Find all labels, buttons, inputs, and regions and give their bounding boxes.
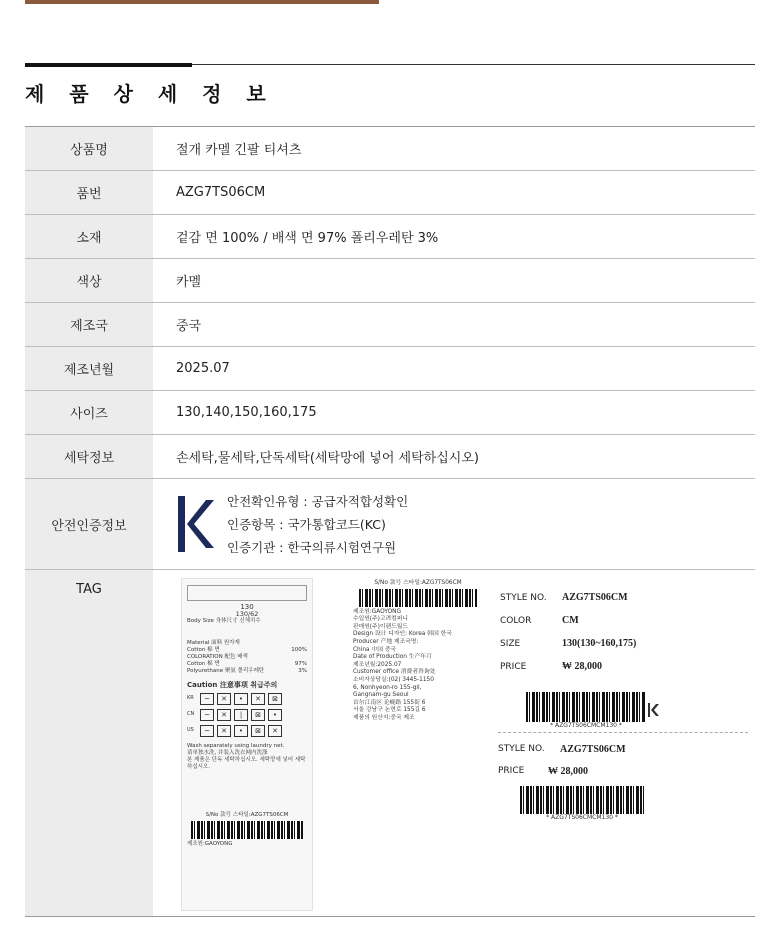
- care-coloration: COLORATION 配色 배색: [187, 654, 248, 661]
- info-barcode: [359, 589, 477, 607]
- info-design: Design 设计 디자인: Korea 韩国 한국: [353, 631, 452, 638]
- row-label: 제조년월: [25, 347, 153, 390]
- care-cotton-2-name: Cotton 棉 면: [187, 661, 220, 668]
- care-spacer: [187, 772, 307, 812]
- care-poly-pct: 3%: [298, 668, 307, 675]
- country-code: KR: [187, 695, 194, 702]
- info-addr1: 6, Nonhyeon-ro 155-gil,: [353, 684, 422, 691]
- care-spacer: [187, 626, 307, 640]
- row-material: [25, 215, 755, 259]
- care-material-heading: Material 面料 원자재: [187, 639, 240, 646]
- section-title: 제 품 상 세 정 보: [25, 82, 275, 106]
- no-bleach-icon: ✕: [217, 725, 231, 737]
- info-date-val: 제조년월:2025.07: [353, 661, 402, 668]
- title-rule-accent: [25, 63, 192, 67]
- row-value: 절개 카멜 긴팔 티셔츠: [176, 143, 302, 158]
- hang-tag: [498, 570, 750, 915]
- product-detail-table: [25, 126, 755, 917]
- line-dry-icon: |: [234, 709, 248, 721]
- ht-style-key: STYLE NO.: [500, 592, 547, 603]
- ht-color-key: COLOR: [500, 615, 532, 626]
- row-product-name: [25, 127, 755, 171]
- row-value: 130,140,150,160,175: [176, 405, 317, 420]
- info-style-line: S/No 款号 스타일:AZG7TS06CM: [374, 580, 462, 586]
- info-customer: Customer office 消费者咨询处: [353, 669, 436, 676]
- wash-symbols-cn: [187, 709, 307, 721]
- care-cotton-1-pct: 100%: [291, 646, 307, 653]
- tag-images: [153, 570, 755, 916]
- row-label: 소재: [25, 215, 153, 258]
- info-importer: 수입원(주)고려컴퍼니: [353, 616, 408, 623]
- ht-color-val: CM: [562, 615, 579, 626]
- hang-tag-top: [500, 586, 745, 729]
- country-code: CN: [187, 711, 195, 718]
- info-producer-val: China 中国 중국: [353, 646, 397, 653]
- wash-symbols-us: [187, 725, 307, 737]
- ht-barcode-row: [526, 692, 745, 729]
- row-label: 사이즈: [25, 391, 153, 434]
- cert-lines: [227, 492, 408, 556]
- ht-size-val: 130(130~160,175): [562, 638, 637, 649]
- wash-tub-icon: ~: [200, 693, 214, 705]
- row-value: [153, 479, 755, 569]
- ht-style-val: AZG7TS06CM: [562, 592, 628, 603]
- row-sizes: [25, 391, 755, 435]
- ht-size-key: SIZE: [500, 638, 521, 649]
- row-label: TAG: [25, 570, 153, 916]
- ht-barcode-block-2: [520, 786, 743, 821]
- row-value: 2025.07: [176, 361, 230, 376]
- row-label: 색상: [25, 259, 153, 302]
- no-dryclean-icon: ✕: [268, 725, 282, 737]
- care-barcode: [191, 821, 303, 839]
- row-label: 세탁정보: [25, 435, 153, 478]
- info-producer: Producer 产地 제조국명:: [353, 638, 419, 645]
- care-body-size: Body Size 身体尺寸 신체치수: [187, 618, 261, 625]
- row-value: 겉감 면 100% / 배색 면 97% 폴리우레탄 3%: [176, 231, 439, 246]
- ht-perforation: [498, 732, 748, 733]
- row-tag: [25, 570, 755, 917]
- care-label: [181, 578, 313, 911]
- info-label: [349, 578, 487, 753]
- ht-price-key-2: PRICE: [498, 766, 525, 776]
- ht-price: [500, 655, 745, 678]
- care-maker: 제조원:GAOYONG: [187, 840, 233, 847]
- iron-icon: •: [234, 725, 248, 737]
- info-phone: 소비자상담실:(02) 3445-1150: [353, 676, 434, 683]
- ht-barcode-text-2: * AZG7TS06CMCM130 *: [546, 814, 618, 821]
- row-color: [25, 259, 755, 303]
- ht-barcode-block: [526, 692, 646, 729]
- care-poly: [187, 668, 307, 675]
- ht-price-2: [498, 760, 743, 782]
- care-size-sub: 130/62: [235, 610, 259, 619]
- iron-icon: •: [234, 693, 248, 705]
- wash-tub-icon: ~: [200, 725, 214, 737]
- row-label: 상품명: [25, 127, 153, 170]
- no-bleach-icon: ✕: [217, 693, 231, 705]
- no-dryclean-icon: ✕: [251, 693, 265, 705]
- ht-price-key: PRICE: [500, 661, 527, 672]
- info-origin: 제품의 원산지:중국 제조: [353, 714, 415, 721]
- care-caution: Caution 注意事项 취급주의: [187, 680, 278, 689]
- ht-style: [500, 586, 745, 609]
- kc-mark-icon: [176, 494, 216, 554]
- row-label: 제조국: [25, 303, 153, 346]
- row-value: AZG7TS06CM: [176, 185, 266, 200]
- ht-color: [500, 609, 745, 632]
- row-value: 손세탁,물세탁,단독세탁(세탁망에 넣어 세탁하십시오): [176, 451, 479, 466]
- no-tumble-icon: ⊠: [251, 725, 265, 737]
- info-maker: 제조원:GAOYONG: [353, 608, 401, 615]
- ht-size: [500, 632, 745, 655]
- ht-barcode: [526, 692, 646, 722]
- wash-symbols-kr: [187, 693, 307, 705]
- no-tumble-icon: ⊠: [251, 709, 265, 721]
- iron-icon: •: [268, 709, 282, 721]
- wash-note-kr: 본 제품은 단독 세탁하십시오. 세탁망에 넣어 세탁하십시오.: [187, 757, 306, 771]
- kc-cert-block: [176, 492, 408, 556]
- ht-style-val-2: AZG7TS06CM: [560, 743, 626, 755]
- tag-area: [153, 570, 755, 915]
- top-image-strip: [25, 0, 379, 4]
- wash-tub-icon: ~: [200, 709, 214, 721]
- row-washing: [25, 435, 755, 479]
- hang-tag-bottom: [498, 738, 743, 821]
- no-tumble-icon: ⊠: [268, 693, 282, 705]
- info-addr4: 서울 강남구 논현로 155길 6: [353, 707, 426, 714]
- row-safety-cert: [25, 479, 755, 570]
- no-bleach-icon: ✕: [217, 709, 231, 721]
- info-addr3: 首尔江南区 论岘路 155街 6: [353, 699, 426, 706]
- row-product-code: [25, 171, 755, 215]
- care-cotton-1: [187, 647, 307, 654]
- ht-style-2: [498, 738, 743, 760]
- row-manufacture-date: [25, 347, 755, 391]
- row-label: 안전인증정보: [25, 479, 153, 569]
- care-poly-name: Polyurethane 聚氨 폴리우레탄: [187, 668, 265, 675]
- info-seller: 판매원(주)이랜드월드: [353, 623, 408, 630]
- info-date: Date of Production 生产年月: [353, 654, 432, 661]
- info-addr2: Gangnam-gu Seoul: [353, 692, 409, 699]
- row-country: [25, 303, 755, 347]
- ht-price-val-2: ₩ 28,000: [548, 765, 588, 777]
- cert-agency: 인증기관 : 한국의류시험연구원: [227, 540, 397, 555]
- care-size: 130: [240, 603, 254, 611]
- ht-barcode-2: [520, 786, 644, 814]
- kc-mark-icon: [648, 703, 660, 717]
- wash-note-en: Wash separately using laundry net.: [187, 742, 285, 749]
- cert-type: 안전확인유형 : 공급자적합성확인: [227, 494, 409, 509]
- care-cotton-1-name: Cotton 棉 면: [187, 646, 220, 653]
- cert-item: 인증항목 : 국가통합코드(KC): [227, 517, 386, 532]
- care-cotton-2-pct: 97%: [294, 661, 307, 668]
- row-value: 중국: [176, 319, 202, 334]
- country-code: US: [187, 727, 194, 734]
- row-label: 품번: [25, 171, 153, 214]
- ht-style-key-2: STYLE NO.: [498, 744, 545, 754]
- row-value: 카멜: [176, 275, 202, 290]
- wash-note-cn: 请单独水洗, 并装入洗衣网内洗涤: [187, 750, 268, 757]
- care-label-header-box: [187, 585, 307, 601]
- ht-price-val: ₩ 28,000: [562, 661, 602, 672]
- ht-barcode-text: * AZG7TS06CMCM130 *: [550, 722, 622, 729]
- care-style-line: S/No 款号 스타일:AZG7TS06CM: [205, 811, 289, 818]
